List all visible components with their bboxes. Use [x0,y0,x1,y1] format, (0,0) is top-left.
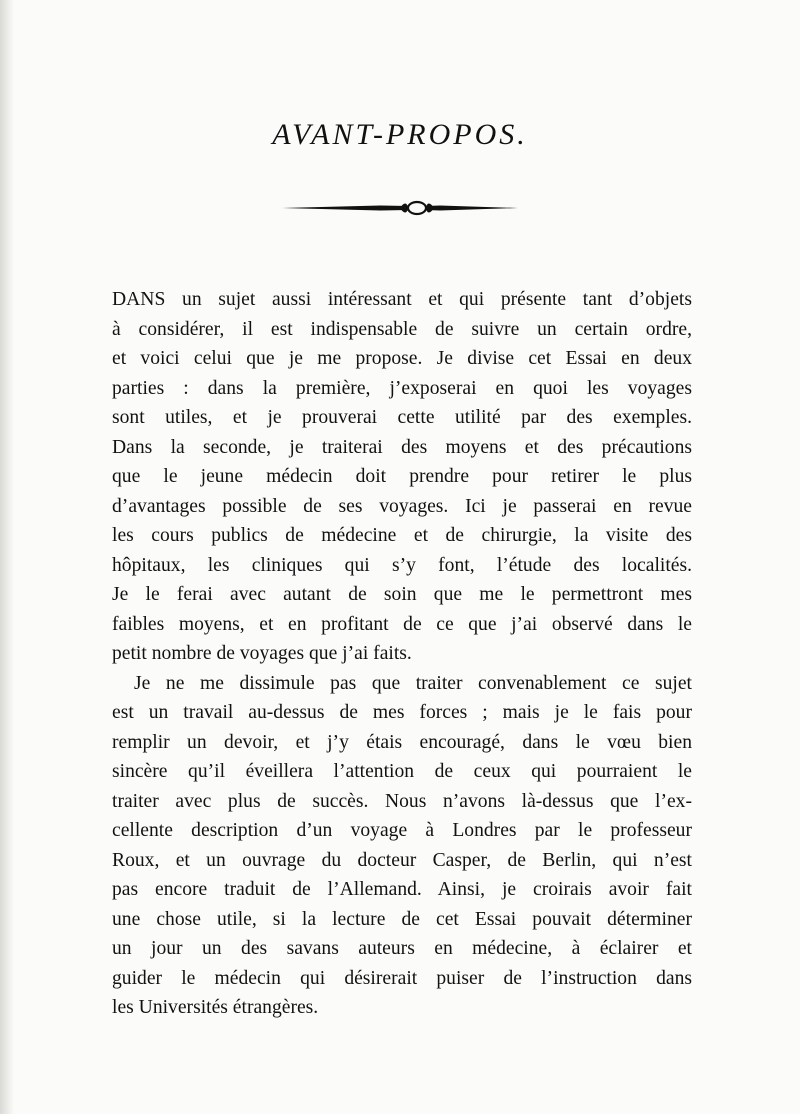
text-line: et voici celui que je me propose. Je divise cet Essai en deux [112,348,692,369]
page-edge-shadow [0,0,14,1114]
text-line: hôpitaux, les cliniques qui s’y font, l’étude des localités. [112,554,692,576]
text-line: Dans la seconde, je traiterai des moyens et des précautions [112,436,692,458]
text-line: une chose utile, si la lecture de cet Essai pouvait déterminer [112,908,692,930]
text-line: les cours publics de médecine et de chirurgie, la visite des [112,525,692,546]
page-title: AVANT-PROPOS. [272,118,528,151]
text-line: un jour un des savans auteurs en médecine, à éclairer et [112,938,692,959]
text-line: guider le médecin qui désirerait puiser de l’instruction dans [112,967,692,989]
text-line: d’avantages possible de ses voyages. Ici je passerai en revue [112,495,692,517]
text-line: Je ne me dissimule pas que traiter convenablement ce sujet [134,672,692,694]
text-line: Roux, et un ouvrage du docteur Casper, de Berlin, qui n’est [112,849,692,871]
text-line: faibles moyens, et en profitant de ce que j’ai observé dans le [112,613,692,635]
text-line: cellente description d’un voyage à Londres par le professeur [112,820,692,841]
body-text [112,285,692,1023]
text-line: est un travail au-dessus de mes forces ; mais je le fais pour [112,702,692,723]
text-line: que le jeune médecin doit prendre pour retirer le plus [112,466,692,487]
text-line: parties : dans la première, j’exposerai en quoi les voyages [112,377,692,399]
text-line: pas encore traduit de l’Allemand. Ainsi, je croirais avoir fait [112,879,692,900]
text-line: sont utiles, et je prouverai cette utilité par des exemples. [112,407,692,428]
paragraph-2 [112,669,692,1023]
text-line: traiter avec plus de succès. Nous n’avons là-dessus que l’ex- [112,790,692,812]
text-line: Je le ferai avec autant de soin que me le permettront mes [112,584,692,605]
text-line: DANS un sujet aussi intéressant et qui présente tant d’objets [112,289,692,310]
text-line: les Universités étrangères. [112,997,319,1018]
text-line: sincère qu’il éveillera l’attention de ceux qui pourraient le [112,761,692,782]
paragraph-1 [112,285,692,669]
text-line: à considérer, il est indispensable de suivre un certain ordre, [112,318,692,340]
ornament-divider-icon [280,196,520,220]
text-line: petit nombre de voyages que j’ai faits. [112,643,412,664]
text-line: remplir un devoir, et j’y étais encouragé, dans le vœu bien [112,731,692,753]
